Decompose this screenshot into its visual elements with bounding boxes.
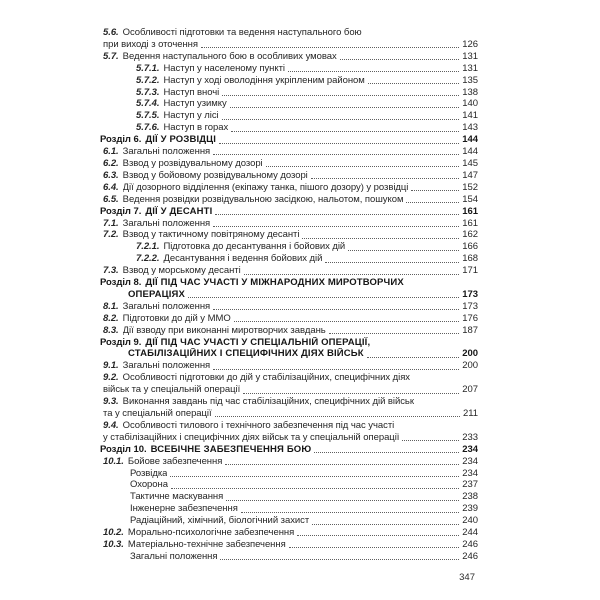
toc-entry [100, 218, 478, 230]
entry-number: Розділ 8. [100, 277, 142, 289]
dot-leader [219, 143, 459, 144]
page-ref: 162 [462, 229, 478, 241]
page-ref: 207 [462, 384, 478, 396]
toc-entry [100, 51, 478, 63]
entry-number: Розділ 6. [100, 134, 142, 146]
entry-title: Взвод у розвідувальному дозорі [122, 157, 263, 169]
toc-entry [100, 491, 478, 503]
dot-leader [314, 452, 459, 453]
toc-line [100, 551, 478, 563]
toc-entry [100, 134, 478, 146]
toc-line [100, 313, 478, 325]
dot-leader [226, 500, 459, 501]
entry-title: Взвод у бойовому розвідувальному дозорі [122, 169, 308, 181]
toc-entry [100, 122, 478, 134]
page-ref: 187 [462, 324, 478, 336]
toc-line [100, 27, 478, 39]
dot-leader [215, 416, 460, 417]
entry-title: Морально-психологічне забезпечення [127, 527, 295, 539]
entry-number: 7.2.2. [136, 253, 160, 265]
toc-line [100, 420, 478, 432]
toc-line [100, 75, 478, 87]
toc-line [100, 360, 478, 372]
toc-entry [100, 468, 478, 480]
entry-number: 6.1. [103, 146, 119, 158]
page-ref: 144 [462, 134, 478, 146]
page-ref: 239 [462, 503, 478, 515]
entry-title: СТАБІЛІЗАЦІЙНИХ І СПЕЦИФІЧНИХ ДІЯХ ВІЙСЬК [128, 348, 364, 360]
toc-entry [100, 515, 478, 527]
toc-line [100, 444, 478, 456]
dot-leader [213, 154, 459, 155]
page-ref: 147 [462, 169, 478, 181]
entry-title: Підготовка до десантування і бойових дій [163, 241, 346, 253]
entry-title: Радіаційний, хімічний, біологічний захист [130, 515, 310, 527]
toc-entry [100, 527, 478, 539]
entry-title: Інженерне забезпечення [130, 503, 238, 515]
dot-leader [171, 488, 459, 489]
entry-title: при виході з оточення [103, 38, 198, 50]
toc-line [100, 384, 478, 396]
entry-number: 6.2. [103, 157, 119, 169]
toc-entry [100, 277, 478, 301]
entry-title: ДІЇ У ДЕСАНТІ [145, 205, 213, 217]
entry-number: 6.5. [103, 193, 119, 205]
toc-line [100, 98, 478, 110]
page-ref: 246 [462, 538, 478, 550]
page-ref: 200 [462, 348, 478, 360]
entry-title: Загальні положення [122, 217, 211, 229]
toc-line [100, 468, 478, 480]
page-ref: 135 [462, 74, 478, 86]
toc-entry [100, 337, 478, 361]
dot-leader [241, 512, 460, 513]
toc-line [100, 87, 478, 99]
entry-number: 5.7.1. [136, 62, 160, 74]
dot-leader [215, 214, 459, 215]
entry-number: 8.3. [103, 324, 119, 336]
entry-title: Десантування і ведення бойових дій [163, 253, 323, 265]
page-ref: 176 [462, 312, 478, 324]
entry-number: Розділ 9. [100, 336, 142, 348]
dot-leader [312, 524, 459, 525]
toc-line [100, 146, 478, 158]
dot-leader [311, 178, 460, 179]
entry-number: 5.7.4. [136, 98, 160, 110]
toc-line [100, 503, 478, 515]
entry-title: Взвод у тактичному повітряному десанті [122, 229, 300, 241]
toc-line [100, 396, 478, 408]
dot-leader [411, 190, 459, 191]
entry-title: ДІЇ ПІД ЧАС УЧАСТІ У МІЖНАРОДНИХ МИРОТВОРЧИХ [145, 277, 404, 289]
toc-entry [100, 372, 478, 396]
entry-number: Розділ 7. [100, 205, 142, 217]
dot-leader [266, 166, 460, 167]
entry-title: Наступ у населеному пункті [163, 62, 285, 74]
entry-title: ВСЕБІЧНЕ ЗАБЕЗПЕЧЕННЯ БОЮ [150, 443, 312, 455]
toc-line [100, 194, 478, 206]
dot-leader [222, 119, 460, 120]
toc-line [100, 134, 478, 146]
page-ref: 211 [463, 408, 478, 419]
entry-number: 7.3. [103, 265, 119, 277]
toc-line [100, 182, 478, 194]
dot-leader [213, 369, 459, 370]
entry-title: Наступ у лісі [163, 110, 219, 122]
dot-leader [244, 274, 460, 275]
dot-leader [297, 535, 459, 536]
page-ref: 171 [462, 265, 478, 277]
toc-line [100, 206, 478, 218]
toc-line [100, 289, 478, 301]
entry-number: 10.1. [103, 455, 124, 467]
page-ref: 240 [462, 515, 478, 527]
dot-leader [243, 393, 459, 394]
entry-title: Підготовки до дій у ММО [122, 312, 231, 324]
dot-leader [348, 250, 459, 251]
entry-title: Особливості підготовки та ведення наступального бою [122, 27, 362, 38]
page-ref: 244 [462, 527, 478, 539]
dot-leader [289, 547, 460, 548]
entry-number: 7.1. [103, 217, 119, 229]
entry-title: військ та у спеціальній операції [103, 384, 241, 396]
toc-line [100, 229, 478, 241]
toc-entry [100, 253, 478, 265]
page-ref: 161 [462, 205, 478, 217]
page-ref: 145 [462, 157, 478, 169]
toc-entry [100, 420, 478, 444]
entry-title: Загальні положення [130, 550, 218, 562]
toc-line [100, 218, 478, 230]
entry-title: Дії дозорного відділення (екіпажу танка, пішого дозору) у розвідці [122, 181, 409, 193]
toc-entry [100, 301, 478, 313]
entry-number: 9.3. [103, 396, 119, 408]
toc-entry [100, 444, 478, 456]
dot-leader [225, 464, 459, 465]
entry-number: 5.7.6. [136, 122, 160, 134]
entry-title: Наступ у ході оволодіння укріпленим районом [163, 74, 365, 86]
dot-leader [231, 131, 459, 132]
toc-line [100, 479, 478, 491]
toc-line [100, 432, 478, 444]
page-ref: 246 [462, 550, 478, 562]
dot-leader [340, 59, 460, 60]
page-ref: 144 [462, 146, 478, 158]
toc-line [100, 39, 478, 51]
entry-title: Тактичне маскування [130, 491, 224, 503]
toc-line [100, 241, 478, 253]
toc-entry [100, 325, 478, 337]
page-ref: 234 [462, 455, 478, 467]
toc-entry [100, 360, 478, 372]
entry-title: Охорона [130, 479, 168, 491]
dot-leader [170, 476, 459, 477]
toc-entry [100, 539, 478, 551]
page-ref: 173 [462, 288, 478, 300]
entry-number: 7.2. [103, 229, 119, 241]
entry-title: Дії взводу при виконанні миротворчих завдань [122, 324, 326, 336]
entry-number: 7.2.1. [136, 241, 160, 253]
page-ref: 138 [462, 86, 478, 98]
page-ref: 233 [462, 431, 478, 443]
toc-entry [100, 75, 478, 87]
entry-title: Особливості тилового і технічного забезпечення під час участі [122, 419, 395, 431]
entry-title: Матеріально-технічне забезпечення [127, 538, 286, 550]
entry-title: та у спеціальній операції [103, 408, 212, 419]
page-ref: 237 [462, 479, 478, 491]
toc-line [100, 325, 478, 337]
entry-title: ДІЇ У РОЗВІДЦІ [145, 134, 217, 146]
page-ref: 131 [462, 62, 478, 74]
dot-leader [325, 262, 459, 263]
toc-entry [100, 98, 478, 110]
page-ref: 168 [462, 253, 478, 265]
toc-entry [100, 479, 478, 491]
page-ref: 238 [462, 491, 478, 503]
entry-title: Загальні положення [122, 300, 211, 312]
page-ref: 154 [462, 193, 478, 205]
entry-title: Бойове забезпечення [127, 455, 223, 467]
toc-entry [100, 87, 478, 99]
toc-entry [100, 63, 478, 75]
dot-leader [406, 202, 459, 203]
toc-line [100, 456, 478, 468]
toc-line [100, 337, 478, 349]
toc-entry [100, 241, 478, 253]
entry-title: Ведення наступального бою в особливих умовах [122, 50, 337, 62]
page-ref: 234 [462, 443, 478, 455]
entry-number: 10.2. [103, 527, 124, 539]
toc-entry [100, 158, 478, 170]
toc-line [100, 277, 478, 289]
page-ref: 140 [462, 98, 478, 110]
entry-number: 5.7.3. [136, 86, 160, 98]
toc-line [100, 527, 478, 539]
dot-leader [329, 333, 460, 334]
entry-title: у стабілізаційних і специфічних діях військ та у спеціальній операції [103, 431, 400, 443]
entry-number: 10.3. [103, 538, 124, 550]
page-ref: 173 [462, 300, 478, 312]
entry-title: Загальні положення [122, 146, 211, 158]
toc-entry [100, 551, 478, 563]
toc-line [100, 515, 478, 527]
toc-line [100, 539, 478, 551]
page-ref: 131 [462, 50, 478, 62]
toc-entry [100, 456, 478, 468]
toc-entry [100, 27, 478, 51]
entry-number: 9.4. [103, 419, 119, 431]
toc-line [100, 110, 478, 122]
page-ref: 200 [462, 360, 478, 372]
toc-entry [100, 146, 478, 158]
toc-entry [100, 194, 478, 206]
entry-number: 6.4. [103, 181, 119, 193]
toc-entry [100, 313, 478, 325]
table-of-contents [100, 27, 478, 563]
entry-number: 5.7.5. [136, 110, 160, 122]
entry-number: 5.7.2. [136, 74, 160, 86]
toc-entry [100, 182, 478, 194]
entry-number: 9.2. [103, 372, 119, 384]
entry-title: Загальні положення [122, 360, 211, 372]
toc-line [100, 348, 478, 360]
toc-line [100, 491, 478, 503]
entry-number: Розділ 10. [100, 443, 147, 455]
dot-leader [234, 321, 460, 322]
toc-line [100, 372, 478, 384]
toc-line [100, 253, 478, 265]
page-ref: 152 [462, 181, 478, 193]
toc-line [100, 265, 478, 277]
toc-entry [100, 503, 478, 515]
toc-line [100, 301, 478, 313]
page-ref: 161 [462, 217, 478, 229]
page-ref: 126 [462, 38, 478, 50]
dot-leader [230, 107, 460, 108]
entry-number: 6.3. [103, 169, 119, 181]
entry-number: 8.1. [103, 300, 119, 312]
entry-title: Наступ вночі [163, 86, 220, 98]
dot-leader [222, 95, 459, 96]
toc-entry [100, 229, 478, 241]
entry-title: Виконання завдань під час стабілізаційних, специфічних дій військ [122, 396, 414, 408]
dot-leader [213, 226, 459, 227]
entry-number: 5.7. [103, 50, 119, 62]
page-ref: 166 [462, 241, 478, 253]
toc-entry [100, 396, 478, 420]
toc-entry [100, 110, 478, 122]
dot-leader [213, 309, 459, 310]
toc-line [100, 170, 478, 182]
dot-leader [288, 71, 459, 72]
entry-number: 9.1. [103, 360, 119, 372]
toc-line [100, 408, 478, 420]
dot-leader [302, 238, 459, 239]
entry-title: ОПЕРАЦІЯХ [128, 288, 186, 300]
entry-number: 8.2. [103, 312, 119, 324]
toc-line [100, 122, 478, 134]
dot-leader [402, 440, 459, 441]
toc-line [100, 51, 478, 63]
dot-leader [367, 357, 460, 358]
toc-line [100, 158, 478, 170]
entry-title: Взвод у морському десанті [122, 265, 241, 277]
toc-line [100, 63, 478, 75]
page-number: 347 [459, 572, 475, 583]
toc-entry [100, 206, 478, 218]
dot-leader [188, 297, 459, 298]
entry-title: Особливості підготовки до дій у стабілізаційних, специфічних діях [122, 372, 410, 384]
page-ref: 143 [462, 122, 478, 134]
dot-leader [368, 83, 460, 84]
toc-entry [100, 265, 478, 277]
entry-number: 5.6. [103, 27, 119, 38]
entry-title: ДІЇ ПІД ЧАС УЧАСТІ У СПЕЦІАЛЬНІЙ ОПЕРАЦІЇ, [145, 336, 371, 348]
entry-title: Наступ в горах [163, 122, 229, 134]
toc-entry [100, 170, 478, 182]
entry-title: Ведення розвідки розвідувальною засідкою, нальотом, пошуком [122, 193, 404, 205]
dot-leader [220, 559, 459, 560]
page-ref: 141 [462, 110, 478, 122]
dot-leader [201, 47, 459, 48]
page-ref: 234 [462, 467, 478, 479]
entry-title: Розвідка [130, 467, 168, 479]
entry-title: Наступ узимку [163, 98, 227, 110]
